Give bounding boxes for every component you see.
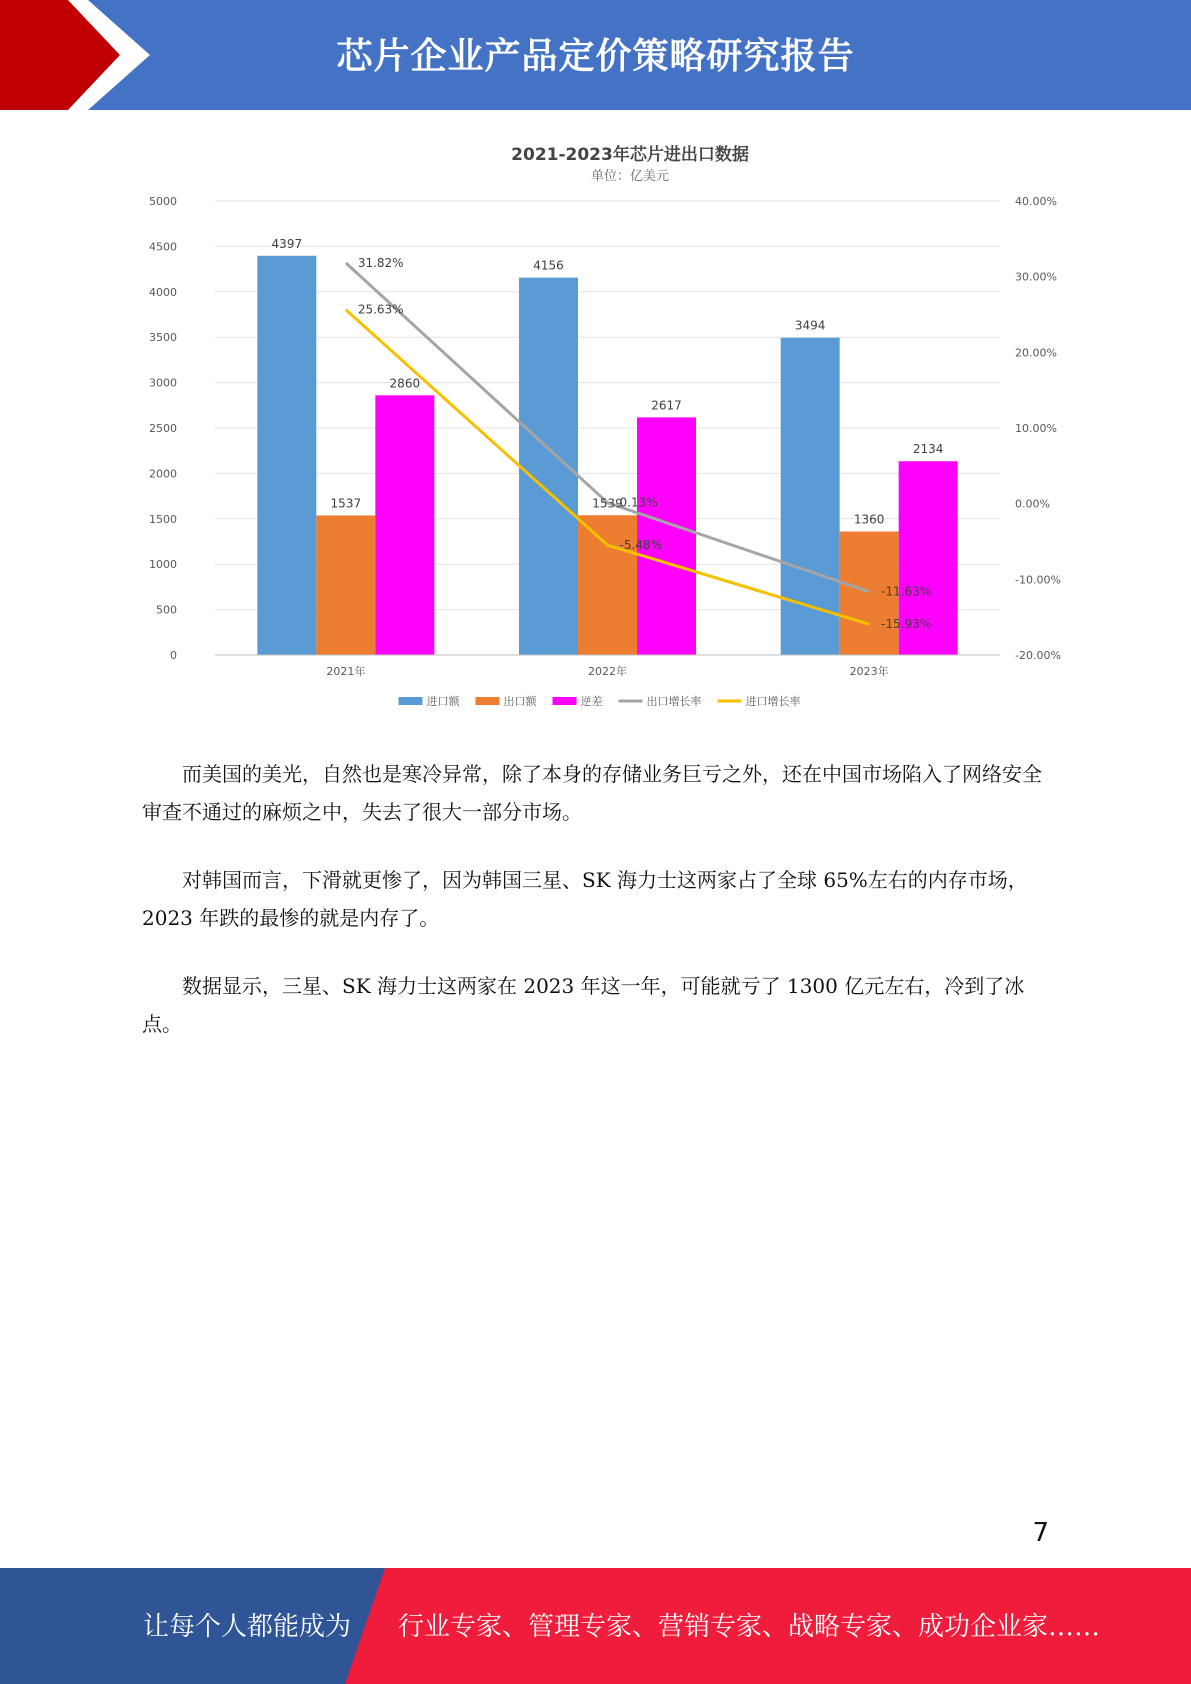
paragraph-samsung-sk: 数据显示，三星、SK 海力士这两家在 2023 年这一年，可能就亏了 1300 亿元左右，冷到了冰点。 [142,974,1025,1036]
legend-swatch [553,697,577,705]
right-tick-label: -10.00% [1015,573,1061,587]
legend-label: 逆差 [580,695,603,708]
legend-label: 进口额 [426,695,460,708]
body-text [142,755,1052,1073]
report-title: 芯片企业产品定价策略研究报告 [336,36,855,77]
line-data-label: -15.93% [881,617,932,632]
bar-data-label: 2617 [651,398,682,413]
right-tick-label: 10.00% [1015,422,1057,435]
left-tick-label: 1000 [149,558,177,572]
paragraph-micron: 而美国的美光，自然也是寒冷异常，除了本身的存储业务巨亏之外，还在中国市场陷入了网络安全审查不通过的麻烦之中，失去了很大一部分市场。 [142,762,1042,824]
bar-0-0 [257,256,316,655]
chart-svg [149,130,1085,720]
bar-2-0 [375,395,434,655]
left-tick-label: 0 [170,649,177,662]
left-tick-label: 1500 [149,512,177,526]
left-tick-label: 5000 [149,195,177,208]
footer-slogan-right: 行业专家、管理专家、营销专家、战略专家、成功企业家…… [398,1612,1101,1642]
bar-1-1 [578,515,637,655]
bar-data-label: 3494 [794,318,826,333]
chart-subtitle: 单位：亿美元 [590,169,670,184]
right-tick-label: 30.00% [1015,270,1057,284]
legend-swatch [476,697,500,705]
category-label: 2023年 [849,665,889,678]
line-data-label: 0.13% [619,495,658,510]
line-data-label: 25.63% [357,302,404,317]
header-banner [0,0,1191,110]
line-data-label: -11.63% [881,584,932,599]
bar-2-1 [637,417,696,655]
left-tick-label: 2000 [149,467,177,481]
bar-data-label: 2860 [389,376,421,391]
legend-label: 进口增长率 [745,695,801,708]
bar-data-label: 4156 [533,258,564,273]
right-tick-label: 40.00% [1015,195,1057,208]
bar-data-label: 1360 [853,512,885,527]
category-label: 2021年 [326,665,366,678]
line-data-label: 31.82% [357,255,404,270]
bar-data-label: 1539 [592,496,623,511]
bar-1-0 [316,515,375,655]
category-label: 2022年 [588,665,627,678]
right-tick-label: 0.00% [1015,497,1050,511]
legend-label: 出口增长率 [646,695,702,708]
footer-slogan-left: 让每个人都能成为 [143,1612,352,1642]
legend-swatch [399,697,423,705]
left-tick-label: 2500 [149,422,177,435]
left-tick-label: 500 [156,603,177,617]
left-tick-label: 3000 [149,376,177,390]
left-tick-label: 3500 [149,331,177,345]
bar-data-label: 4397 [271,236,303,251]
page-number: 7 [1032,1518,1049,1548]
chip-trade-chart [149,130,1085,720]
chart-title: 2021-2023年芯片进出口数据 [511,145,749,165]
left-tick-label: 4000 [149,285,177,299]
right-tick-label: -20.00% [1015,649,1061,662]
footer-banner [0,1568,1191,1684]
line-data-label: -5.48% [619,538,662,553]
bar-data-label: 1537 [330,496,362,511]
left-tick-label: 4500 [149,240,177,254]
right-tick-label: 20.00% [1015,346,1057,360]
paragraph-korea: 对韩国而言，下滑就更惨了，因为韩国三星、SK 海力士这两家占了全球 65%左右的内存市场，2023 年跌的最惨的就是内存了。 [142,868,1028,930]
legend-label: 出口额 [503,695,537,708]
bar-data-label: 2134 [912,442,944,457]
